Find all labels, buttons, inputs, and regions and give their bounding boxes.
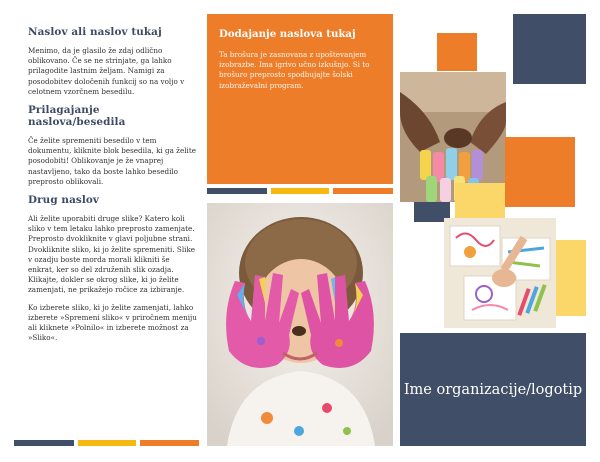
navy-block-top (513, 14, 586, 84)
left-column (28, 26, 198, 350)
child-photo-illustration (207, 203, 393, 446)
section3-body-2[interactable]: Ko izberete sliko, ki jo želite zamenjati, lahko izberete »Spremeni sliko« v priročnem meniju ali kliknete »Polnilo« in izberete možnost za »Sliko«. (28, 302, 197, 343)
accent-bar-navy (207, 188, 267, 194)
accent-bar-orange (140, 440, 199, 446)
organization-box[interactable] (400, 333, 586, 446)
accent-bar-navy (14, 440, 74, 446)
callout-body[interactable]: Ta brošura je zasnovana z upoštevanjem izobrazbe. Ima igrivo učno izkušnjo. Si to brošuro preprosto spodbujajte šolski izobraževalni program. (219, 50, 370, 90)
drawing-photo-illustration (444, 218, 556, 328)
section1-body[interactable]: Menimo, da je glasilo že zdaj odlično oblikovano. Če se ne strinjate, ga lahko prilagodite lastnim željam. Namigi za posodobitev določenih funkcij so na voljo v celotnem vzorčnem besedilu. (28, 46, 185, 96)
orange-block-top (437, 33, 477, 71)
section1-heading[interactable]: Naslov ali naslov tukaj (28, 26, 162, 38)
left-accent-bars (14, 440, 199, 448)
right-column (400, 0, 600, 462)
child-drawing-with-crayons-photo[interactable] (444, 218, 556, 328)
accent-bar-yellow (271, 188, 329, 194)
section3-body-1[interactable]: Ali želite uporabiti druge slike? Katero koli sliko v tem letaku lahko preprosto zamenjate. Preprosto dvokliknite v glavi poljubne strani. Dvokliknite sliko, ki jo želite spremeniti. Slike v ozadju boste morda morali klikniti še enkrat, ker so del združenih slik ozadja. Klikajte, dokler se okrog slike, ki jo želite zamenjati, ne prikažejo ročice za izbiranje. (28, 214, 196, 295)
yellow-block-mid (455, 183, 505, 218)
section2-heading[interactable]: Prilagajanje naslova/besedila (28, 104, 126, 129)
orange-block-mid (505, 137, 575, 207)
section2-body[interactable]: Če želite spremeniti besedilo v tem dokumentu, kliknite blok besedila, ki ga želite posodobiti! Oblikovanje je že vnaprej nastavljeno, tako da boste lahko besedilo preprosto oblikovali. (28, 136, 196, 186)
callout-heading[interactable]: Dodajanje naslova tukaj (219, 28, 356, 40)
accent-bar-orange (333, 188, 393, 194)
accent-bar-yellow (78, 440, 136, 446)
intro-callout-box[interactable] (207, 14, 393, 184)
middle-accent-bars (207, 188, 393, 196)
organization-title[interactable]: Ime organizacije/logotip (403, 381, 583, 398)
section3-heading[interactable]: Drug naslov (28, 194, 100, 207)
child-with-painted-hands-photo[interactable] (207, 203, 393, 446)
